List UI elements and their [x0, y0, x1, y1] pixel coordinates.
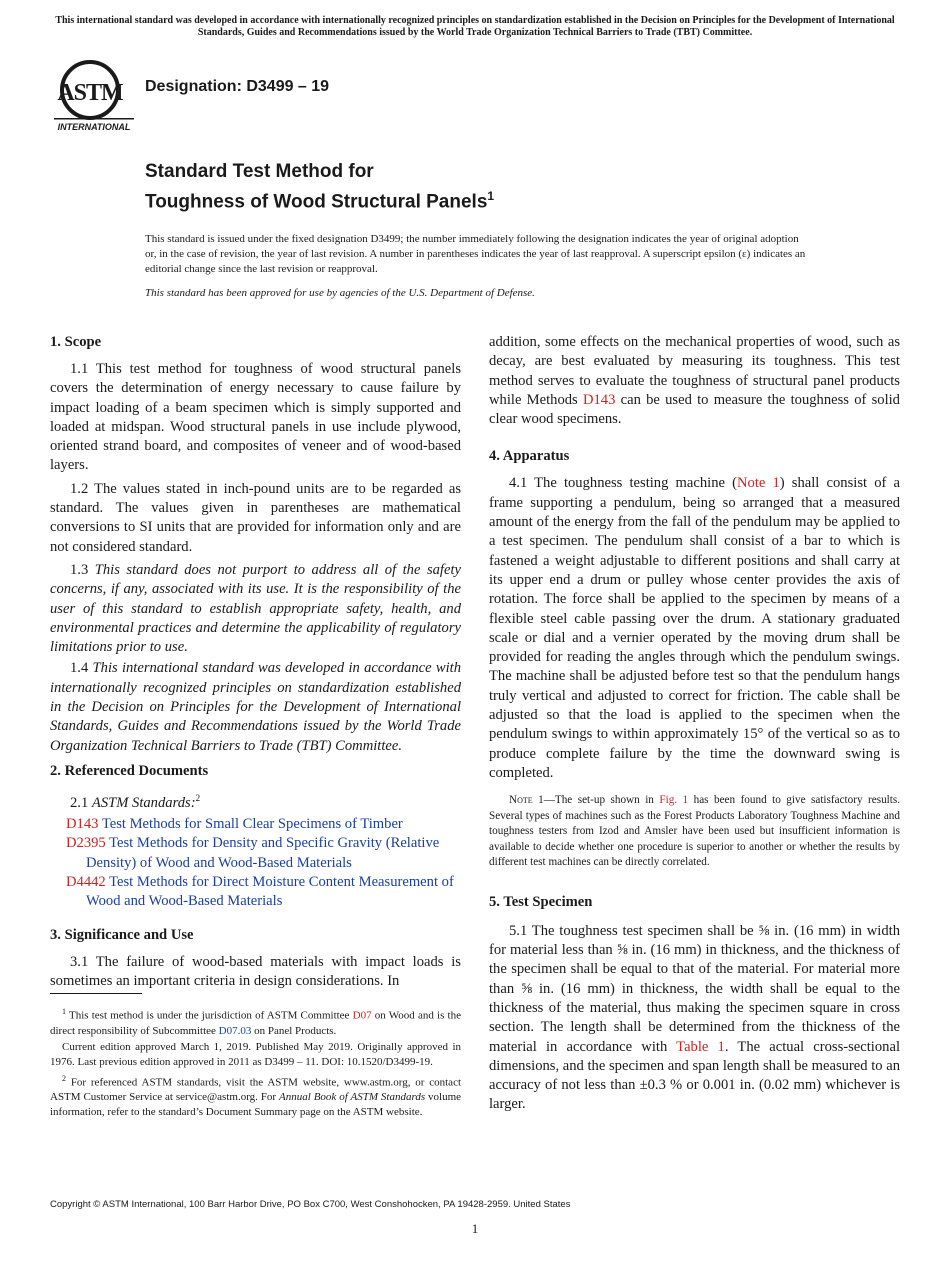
- para-4-1: 4.1 The toughness testing machine (Note 1) shall consist of a frame supporting a pendulum, being so arranged that a measured amount of the energy from the fall of the pendulum may be applied to a test specimen. The pendulum shall consist of a bar to which is fastened a weight adjustable to different positions and shall carry at its upper end a drum or pulley whose center provides the axis of rotation. The force shall be applied to the specimen by means of a flexible steel cable passing over the drum. A stationary graduated scale or dial and a vernier operated by the moving drum shall be provided for reading the angles through which the pendulum swings. The machine shall be adjusted before test so that the pendulum hangs truly vertical and adjusted to correct for friction. The cable shall be adjusted so that the load is applied to the specimen when the pendulum swings to within approximately 15° of the vertical so as to produce complete failure by the time the downward swing is completed.: [489, 475, 900, 781]
- link-table-1[interactable]: Table 1: [676, 1038, 725, 1055]
- title-line-1: Standard Test Method for: [145, 161, 374, 182]
- logo-text: ASTM: [57, 80, 123, 106]
- copyright-notice: Copyright © ASTM International, 100 Barr Harbor Drive, PO Box C700, West Conshohocken, PA 19428-2959. United States: [50, 1199, 571, 1210]
- link-d07[interactable]: D07: [352, 1009, 372, 1022]
- document-title: [145, 160, 494, 214]
- section-significance-heading: 3. Significance and Use: [50, 926, 194, 943]
- title-line-2: Toughness of Wood Structural Panels$^1$: [145, 189, 495, 213]
- title-footnote-mark: 1: [487, 189, 495, 203]
- section-apparatus-heading: 4. Apparatus: [489, 448, 570, 465]
- footnotes: [50, 993, 461, 1121]
- footnote-1-edition: Current edition approved March 1, 2019. Published May 2019. Originally approved in 1976. Last previous edition approved in 2011 as D3499 – 11. DOI: 10.1520/D3499-19.: [50, 1040, 461, 1068]
- note-1: Note 1—The set-up shown in Fig. 1 has been found to give satisfactory results. Several types of machines such as the Forest Products Laboratory Toughness Machine and toughness testers from Izod and Amsler have been used but insufficient information is available to decide whether one procedure is superior to another or whether the results by different test machines can be directly correlated.: [489, 794, 901, 869]
- section-scope-heading: 1. Scope: [50, 334, 102, 350]
- para-1-2: 1.2 The values stated in inch-pound units are to be regarded as standard. The values given in parentheses are mathematical conversions to SI units that are provided for information only and are not considered standard.: [50, 480, 461, 555]
- reference-item[interactable]: D143 Test Methods for Small Clear Specimens of Timber: [66, 816, 403, 833]
- reference-item[interactable]: D2395 Test Methods for Density and Specific Gravity (Relative Density) of Wood and Wood-Based Materials: [66, 835, 440, 871]
- logo-subtext: INTERNATIONAL: [57, 122, 131, 132]
- page-number: 1: [471, 1221, 479, 1236]
- referenced-documents: [50, 789, 461, 912]
- para-3-1-cont: addition, some effects on the mechanical properties of wood, such as decay, are best evaluated by measuring its toughness. This test method serves to evaluate the toughness of structural panel products while Methods D143 can be used to measure the toughness of solid clear wood specimens.: [489, 334, 900, 428]
- link-d07-03[interactable]: D07.03: [218, 1024, 252, 1037]
- standard-notice: This international standard was developed in accordance with internationally recognized principles on standardization established in the Decision on Principles for the Development of International Standards, Guides and Recommendations issued by the World Trade Organization Technical Barriers to Trade (TBT) Committee.: [55, 15, 895, 38]
- right-column: [489, 333, 900, 1117]
- section-referenced-heading: 2. Referenced Documents: [50, 762, 209, 779]
- para-2-1: 2.1 ASTM Standards:$^2$: [70, 792, 201, 811]
- para-1-3: 1.3 This standard does not purport to address all of the safety concerns, if any, associated with its use. It is the responsibility of the user of this standard to establish appropriate safety, health, and environmental practices and determine the applicability of regulatory limitations prior to use.: [50, 561, 461, 656]
- para-5-1: 5.1 The toughness test specimen shall be ⅝ in. (16 mm) in width for material less than ⅝ in. (16 mm) in thickness, and the thickness of the specimen shall be equal to that of the material. For material more than ⅝ in. (16 mm) in thickness, the width shall be equal to the thickness of the material, thus making the specimen square in cross section. The length shall be determined from the thickness of the material in accordance with Table 1. The actual cross-sectional dimensions, and the specimen and span length shall be measured to an accuracy of not less than ±0.3 % or 0.001 in. (0.02 mm) whichever is larger.: [489, 922, 900, 1113]
- footnote-1: $^1$ This test method is under the jurisdiction of ASTM Committee D07 on Wood and is the direct responsibility of Subcommittee D07.03 on Panel Products.: [50, 1007, 461, 1037]
- approval-note: This standard has been approved for use by agencies of the U.S. Department of Defense.: [145, 287, 535, 299]
- para-1-1: 1.1 This test method for toughness of wood structural panels covers the determination of energy necessary to cause failure by impact loading of a beam specimen which is simply supported and loaded at midspan. Wood structural panels in use include plywood, oriented strand board, and composites of veneer and of wood-based layers.: [50, 361, 461, 474]
- left-column: [50, 333, 461, 993]
- issue-note: This standard is issued under the fixed designation D3499; the number immediately following the designation indicates the year of original adoption or, in the case of revision, the year of last revision. A number in parentheses indicates the year of last reapproval. A superscript epsilon (ε) indicates an editorial change since the last revision or reapproval.: [145, 233, 806, 275]
- section-specimen-heading: 5. Test Specimen: [489, 893, 593, 910]
- astm-logo-icon: [52, 56, 136, 134]
- para-1-4: 1.4 This international standard was developed in accordance with internationally recognized principles on standardization established in the Decision on Principles for the Development of International Standards, Guides and Recommendations issued by the World Trade Organization Technical Barriers to Trade (TBT) Committee.: [50, 660, 462, 754]
- footnote-divider: [50, 993, 142, 994]
- link-d143[interactable]: D143: [582, 391, 616, 408]
- link-fig-1[interactable]: Fig. 1: [659, 794, 689, 807]
- designation: Designation: D3499 – 19: [145, 78, 330, 95]
- para-3-1-start: 3.1 The failure of wood-based materials with impact loads is sometimes an important criteria in design considerations. In: [50, 953, 461, 989]
- link-note-1[interactable]: Note 1: [736, 475, 780, 492]
- reference-item[interactable]: D4442 Test Methods for Direct Moisture Content Measurement of Wood and Wood-Based Materials: [66, 873, 454, 910]
- footnote-2: $^2$ For referenced ASTM standards, visit the ASTM website, www.astm.org, or contact ASTM Customer Service at service@astm.org. For Annual Book of ASTM Standards volume information, refer to the standard’s Document Summary page on the ASTM website.: [50, 1073, 462, 1119]
